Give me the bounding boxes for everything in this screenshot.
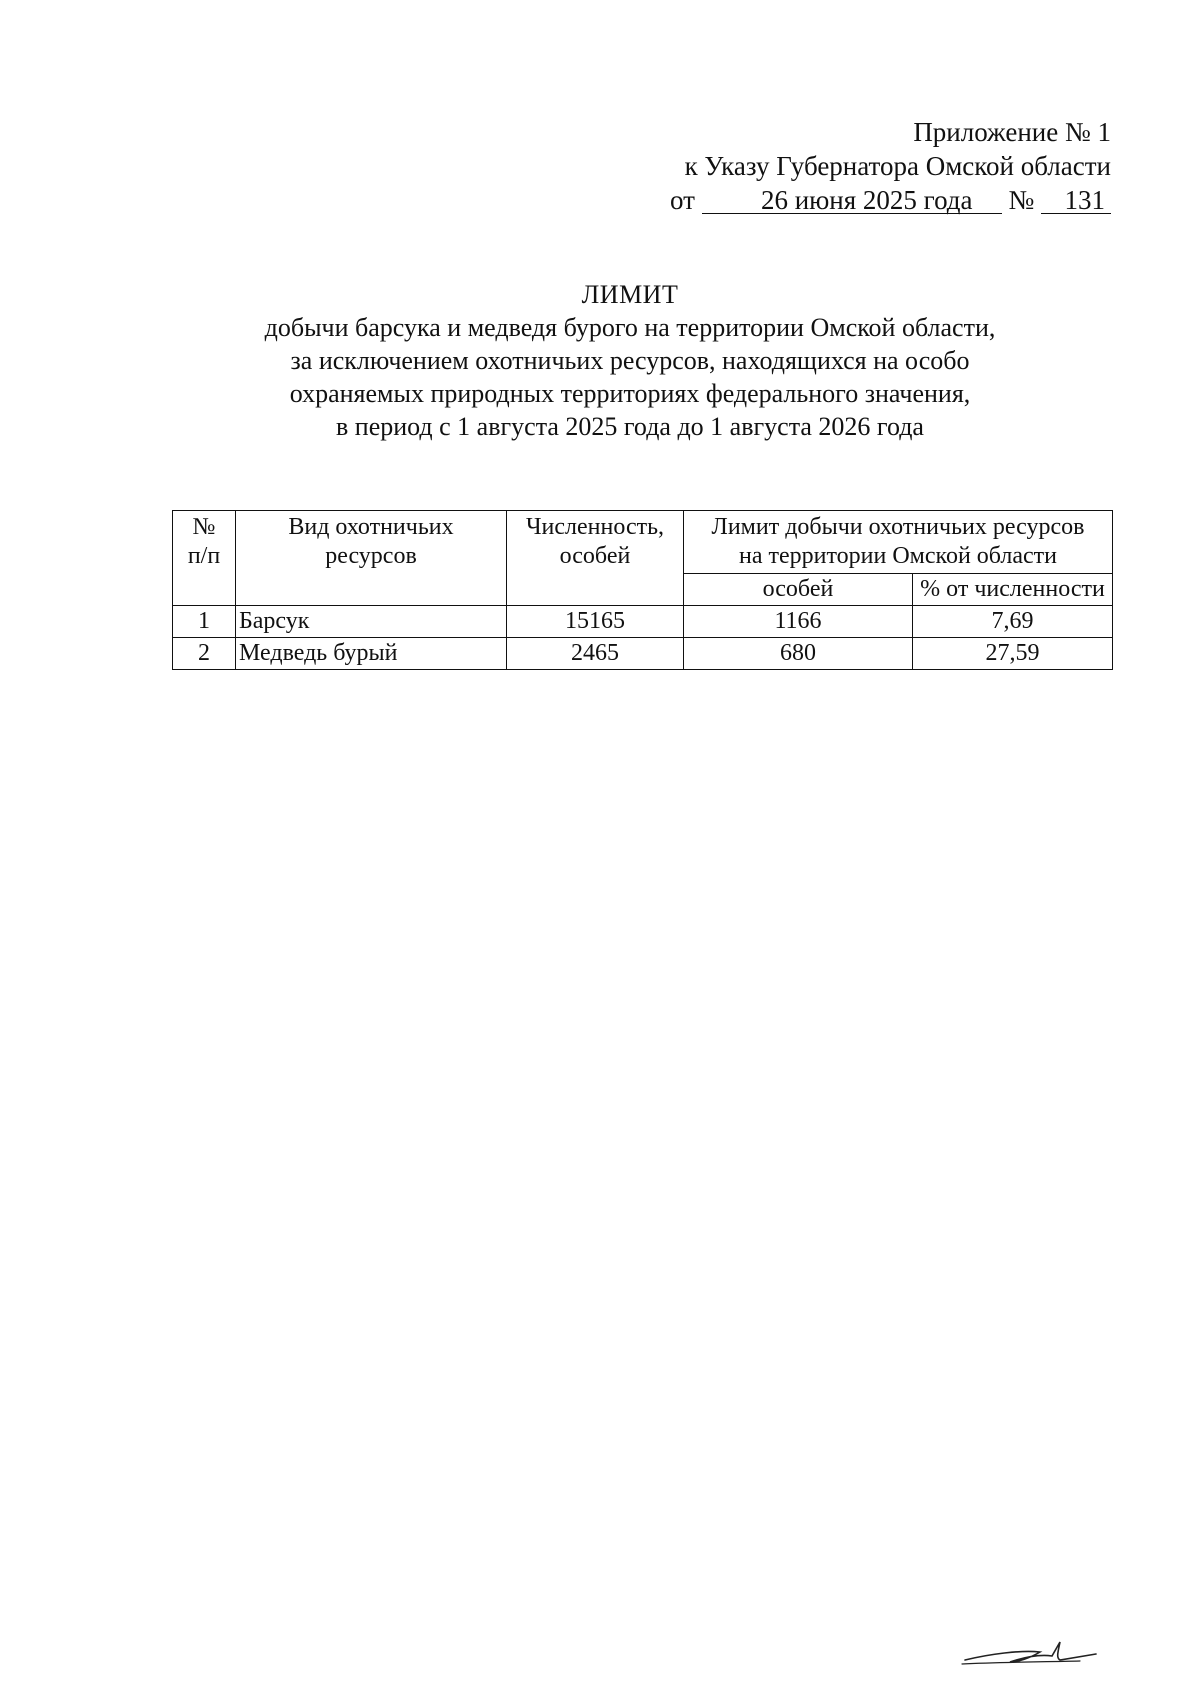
decree-date: 26 июня 2025 года: [702, 187, 1002, 214]
row-resource-name: Барсук: [236, 606, 507, 638]
appendix-line-2: к Указу Губернатора Омской области: [684, 151, 1111, 181]
row-limit: 680: [684, 638, 913, 670]
row-resource-name: Медведь бурый: [236, 638, 507, 670]
table-row: [173, 638, 1113, 670]
header-limit-line-1: Лимит добычи охотничьих ресурсов: [711, 514, 1085, 540]
appendix-header: [670, 115, 1111, 217]
appendix-date-line: [670, 183, 1111, 217]
table-header-row: [173, 511, 1113, 574]
header-limit-percent: % от численности: [913, 574, 1113, 606]
header-num-line-1: №: [192, 514, 216, 540]
title-line-2: за исключением охотничьих ресурсов, находящихся на особо: [290, 346, 970, 375]
header-resource-type: [236, 511, 507, 606]
row-num: 1: [173, 606, 236, 638]
title-line-1: добычи барсука и медведя бурого на территории Омской области,: [264, 313, 996, 342]
header-name-line-1: Вид охотничьих: [288, 514, 454, 540]
header-limit-line-2: на территории Омской области: [738, 543, 1058, 569]
row-percent: 7,69: [913, 606, 1113, 638]
row-limit: 1166: [684, 606, 913, 638]
table-row: [173, 606, 1113, 638]
row-count: 15165: [507, 606, 684, 638]
row-count: 2465: [507, 638, 684, 670]
appendix-line-1: Приложение № 1: [913, 117, 1111, 147]
header-limit: [684, 511, 1113, 574]
header-num-line-2: п/п: [187, 543, 221, 569]
number-label: №: [1008, 185, 1035, 215]
header-num: [173, 511, 236, 606]
decree-number: 131: [1041, 187, 1111, 214]
document-title: [150, 278, 1110, 443]
row-percent: 27,59: [913, 638, 1113, 670]
row-num: 2: [173, 638, 236, 670]
header-name-line-2: ресурсов: [325, 543, 417, 569]
signature-mark: [960, 1632, 1100, 1672]
from-label: от: [670, 185, 695, 215]
header-count-line-1: Численность,: [525, 514, 665, 540]
title-heading: ЛИМИТ: [581, 280, 679, 309]
limits-table: [172, 510, 1113, 670]
header-limit-count: особей: [684, 574, 913, 606]
header-count-line-2: особей: [559, 543, 631, 569]
header-count: [507, 511, 684, 606]
title-line-4: в период с 1 августа 2025 года до 1 августа 2026 года: [336, 412, 924, 441]
title-line-3: охраняемых природных территориях федерального значения,: [289, 379, 971, 408]
